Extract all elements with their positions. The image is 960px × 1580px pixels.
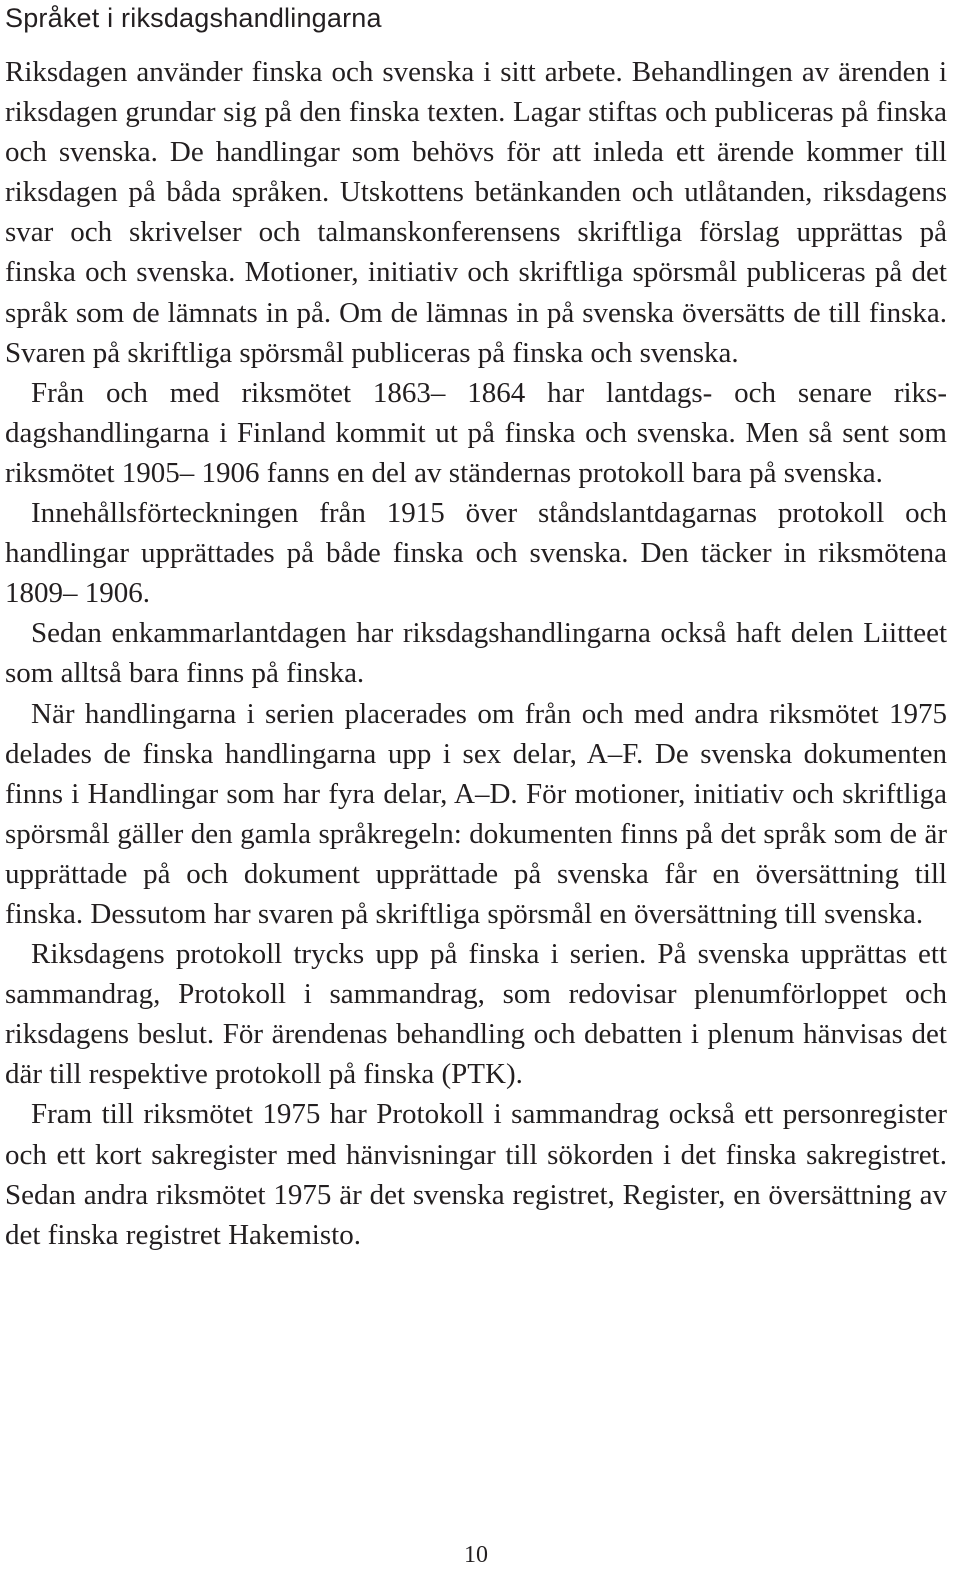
paragraph: Riksdagen använder finska och svenska i sitt arbete. Behandlingen av ärenden i riksdagen grundar sig på den finska texten. Lagar stiftas och publiceras på finska och svenska. De handlingar som behövs för att inleda ett ärende kommer till riksdagen på båda språken. Utskottens betänkanden och utlåtanden, riksdagens svar och skrivelser och talmanskonferensens skriftliga förslag upprättas på finska och svenska. Motioner, initiativ och skriftliga spörsmål publiceras på det språk som de lämnats in på. Om de lämnas in på svenska översätts de till finska. Svaren på skriftliga spörsmål publiceras på finska och svenska.	[5, 56, 947, 369]
paragraph: Sedan enkammarlantdagen har riksdagshandlingarna också haft delen Liitteet som alltså bara finns på finska.	[5, 617, 947, 690]
paragraph: Från och med riksmötet 1863– 1864 har lantdags- och senare riksdagshandlingarna i Finland kommit ut på finska och svenska. Men så sent som riksmötet 1905– 1906 fanns en del av ständernas protokoll bara på svenska.	[5, 376, 947, 489]
paragraph: Fram till riksmötet 1975 har Protokoll i sammandrag också ett personregister och ett kort sakregister med hänvisningar till sökorden i det finska sakregistret. Sedan andra riksmötet 1975 är det svenska registret, Register, en översättning av det finska registret Hakemisto.	[5, 1098, 947, 1251]
body-text	[5, 52, 947, 1255]
page-number: 10	[464, 1542, 488, 1568]
paragraph: När handlingarna i serien placerades om från och med andra riksmötet 1975 delades de finska handlingarna upp i sex delar, A–F. De svenska dokumenten finns i Handlingar som har fyra delar, A–D. För motioner, initiativ och skriftliga spörsmål gäller den gamla språkregeln: dokumenten finns på det språk som de är upprättade på och dokument upprättade på svenska får en översättning till finska. Dessutom har svaren på skriftliga spörsmål en översättning till svenska.	[5, 697, 947, 930]
paragraph: Riksdagens protokoll trycks upp på finska i serien. På svenska upprättas ett sammandrag, Protokoll i sammandrag, som redovisar plenumförloppet och riksdagens beslut. För ärendenas behandling och debatten i plenum hänvisas det där till respektive protokoll på finska (PTK).	[5, 938, 947, 1091]
section-heading: Språket i riksdagshandlingarna	[5, 3, 382, 33]
document-page	[5, 0, 947, 1255]
paragraph: Innehållsförteckningen från 1915 över ståndslantdagarnas protokoll och handlingar upprättades på både finska och svenska. Den täcker in riksmötena 1809– 1906.	[5, 497, 947, 610]
